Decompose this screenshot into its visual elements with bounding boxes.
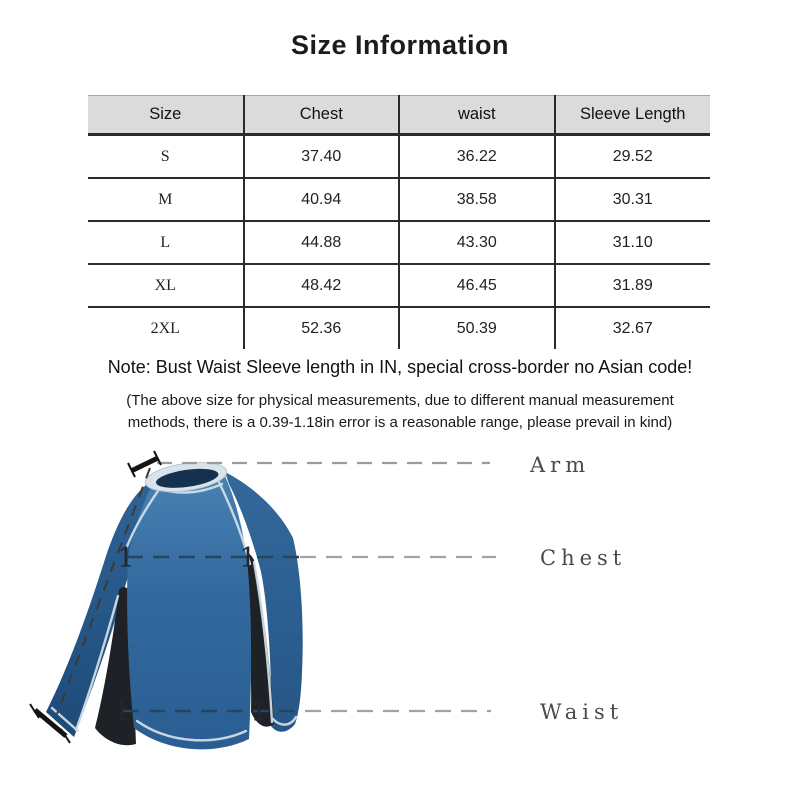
cell-sleeve: 32.67	[612, 319, 653, 337]
page-title: Size Information	[290, 30, 509, 60]
cell-chest: 40.94	[244, 178, 400, 221]
cell-sleeve: 31.89	[555, 264, 711, 307]
column-header-size: Size	[88, 96, 244, 135]
column-header-waist: waist	[399, 96, 555, 135]
waist-label: Waist	[540, 700, 624, 724]
cell-chest: 52.36	[244, 307, 400, 349]
note-line-1: Note: Bust Waist Sleeve length in IN, special cross-border no Asian code!	[107, 357, 693, 377]
cell-size: XL	[88, 264, 244, 307]
cell-size: 2XL	[88, 307, 244, 349]
cell-chest: 44.88	[244, 221, 400, 264]
cell-sleeve: 31.10	[555, 221, 711, 264]
measure-marker: 1	[250, 697, 268, 728]
cell-sleeve: 30.31	[555, 178, 711, 221]
measure-marker: 1	[113, 697, 131, 728]
chest-label: Chest	[540, 546, 627, 570]
cell-waist: 38.58	[399, 178, 555, 221]
cell-waist: 43.30	[399, 221, 555, 264]
column-header-chest: Chest	[244, 96, 400, 135]
measure-marker: 1	[239, 543, 257, 574]
cell-waist: 50.39	[399, 307, 555, 349]
column-header-sleeve: Sleeve Length	[555, 96, 711, 135]
cell-sleeve: 29.52	[555, 135, 711, 179]
arm-label: Arm	[530, 453, 591, 477]
cell-size: L	[88, 221, 244, 264]
note-line-2: (The above size for physical measurements, due to different manual measurement	[126, 392, 674, 409]
cell-waist: 36.22	[399, 135, 555, 179]
cell-chest: 37.40	[244, 135, 400, 179]
cell-size: M	[88, 178, 244, 221]
note-line-3: methods, there is a 0.39-1.18in error is a reasonable range, please prevail in kind)	[127, 414, 673, 431]
cell-waist: 46.45	[399, 264, 555, 307]
cell-size: S	[88, 135, 244, 179]
measure-marker: 1	[117, 543, 135, 574]
cell-chest: 48.42	[244, 264, 400, 307]
